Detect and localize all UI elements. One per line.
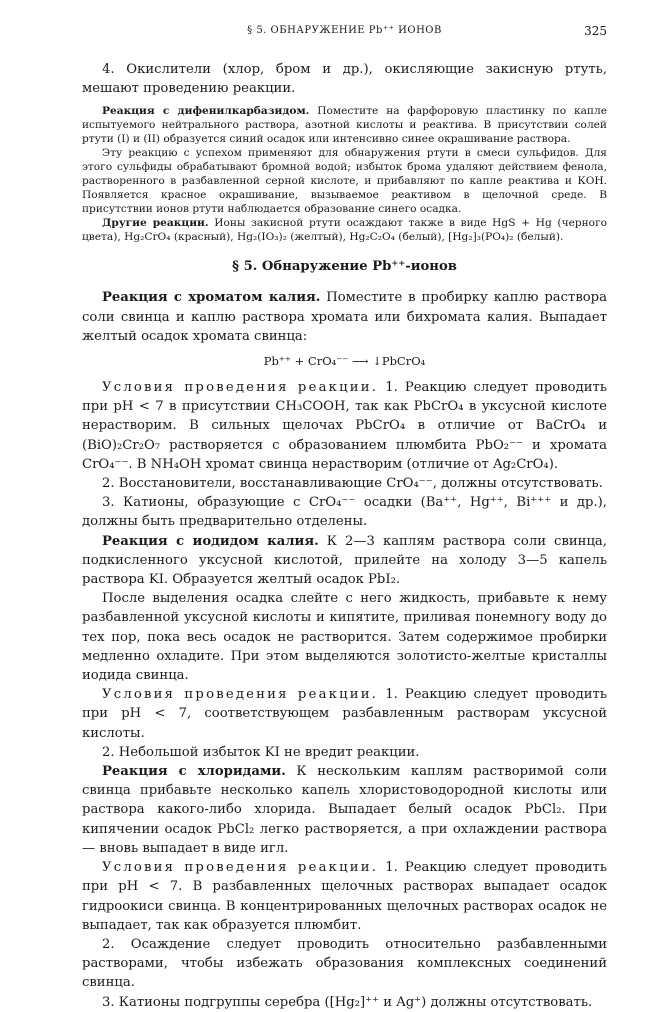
paragraph-iodide-reaction: Реакция с иодидом калия. К 2—3 каплям раствора соли свинца, подкисленного уксусной кислотой, прилейте на холоду 3—5 капель раствора KI. Образуется желтый осадок PbI₂. xyxy=(82,533,607,588)
reaction-title-chromate: Реакция с хроматом калия. xyxy=(102,290,321,306)
paragraph-chromate-conditions-1: Условия проведения реакции. 1. Реакцию следует проводить при pH < 7 в присутствии CH₃COOH, так как PbCrO₄ в уксусной кислоте нерастворим. В сильных щелочах PbCrO₄ в отличие от BaCrO₄ и (BiO)₂Cr₂O₇ растворяется с образованием плюмбита PbO₂⁻⁻ и хромата CrO₄⁻⁻. В NH₄OH хромат свинца нерастворим (отличие от Ag₂CrO₄). xyxy=(82,380,608,472)
chemical-equation: Pb⁺⁺ + CrO₄⁻⁻ ⟶ ↓PbCrO₄ xyxy=(263,354,426,369)
paragraph-oxidizers: 4. Окислители (хлор, бром и др.), окисляющие закисную ртуть, мешают проведению реакции. xyxy=(82,62,607,97)
paragraph-diphenylcarbazide: Реакция с дифенилкарбазидом. Поместите на фарфоровую пластинку по капле испытуемого нейтрального раствора, азотной кислоты и реактива. В присутствии солей ртути (I) и (II) образуется синий осадок или интенсивно синее окрашивание раствора. xyxy=(82,105,607,146)
page-body xyxy=(82,60,607,1012)
paragraph-iodide-procedure: После выделения осадка слейте с него жидкость, прибавьте к нему разбавленной уксусной кислоты и кипятите, приливая понемногу воду до тех пор, пока весь осадок не растворится. Затем содержимое пробирки медленно охладите. При этом выделяются золотисто-желтые кристаллы иодида свинца. xyxy=(82,591,607,684)
paragraph-sulfides: Эту реакцию с успехом применяют для обнаружения ртути в смеси сульфидов. Для этого сульфиды обрабатывают бромной водой; избыток брома удаляют действием фенола, растворенного в разбавленной серной кислоте, и прибавляют по капле реактива и КОН. Появляется красное окрашивание, вызываемое реактивом в щелочной среде. В присутствии ионов ртути наблюдается образование синего осадка. xyxy=(82,147,607,216)
running-header xyxy=(82,25,607,41)
conditions-heading: Условия проведения реакции. xyxy=(102,687,379,703)
reaction-title-iodide: Реакция с иодидом калия. xyxy=(102,533,319,549)
paragraph-chloride-reaction: Реакция с хлоридами. К нескольким каплям растворимой соли свинца прибавьте несколько капель хлористоводородной кислоты или раствора какого-либо хлорида. Выпадает белый осадок PbCl₂. При кипячении осадок PbCl₂ легко растворяется, а при охлаждении раствора — вновь выпадает в виде игл. xyxy=(82,764,607,856)
reaction-title-other: Другие реакции. xyxy=(102,217,209,230)
running-title: § 5. ОБНАРУЖЕНИЕ Pb⁺⁺ ИОНОВ xyxy=(247,25,442,36)
paragraph-iodide-conditions-2: 2. Небольшой избыток KI не вредит реакции. xyxy=(102,744,420,760)
paragraph-chloride-conditions-3: 3. Катионы подгруппы серебра ([Hg₂]⁺⁺ и Ag⁺) должны отсутствовать. xyxy=(102,994,593,1010)
conditions-heading: Условия проведения реакции. xyxy=(102,380,379,396)
paragraph-chromate-reaction: Реакция с хроматом калия. Поместите в пробирку каплю раствора соли свинца и каплю раствора хромата или бихромата калия. Выпадает желтый осадок хромата свинца: xyxy=(82,290,607,344)
reaction-title-diphenylcarbazide: Реакция с дифенилкарбазидом. xyxy=(102,105,310,118)
reaction-title-chloride: Реакция с хлоридами. xyxy=(102,764,286,780)
section-heading: § 5. Обнаружение Pb⁺⁺-ионов xyxy=(232,259,457,275)
paragraph-chloride-conditions-2: 2. Осаждение следует проводить относительно разбавленными растворами, чтобы избежать образования комплексных соединений свинца. xyxy=(82,936,607,991)
paragraph-iodide-conditions-1: Условия проведения реакции. 1. Реакцию следует проводить при pH < 7, соответствующем разбавленным растворам уксусной кислоты. xyxy=(82,687,608,741)
paragraph-chloride-conditions-1: Условия проведения реакции. 1. Реакцию следует проводить при pH < 7. В разбавленных щелочных растворах выпадает осадок гидроокиси свинца. В концентрированных щелочных растворах осадок не выпадает, так как образуется плюмбит. xyxy=(82,860,608,933)
paragraph-chromate-conditions-3: 3. Катионы, образующие с CrO₄⁻⁻ осадки (Ba⁺⁺, Hg⁺⁺, Bi⁺⁺⁺ и др.), должны быть предварительно отделены. xyxy=(82,495,607,530)
conditions-heading: Условия проведения реакции. xyxy=(102,860,379,876)
paragraph-chromate-conditions-2: 2. Восстановители, восстанавливающие CrO₄⁻⁻, должны отсутствовать. xyxy=(102,476,603,492)
small-print-block xyxy=(82,104,607,244)
page-number: 325 xyxy=(584,24,607,38)
paragraph-other-reactions: Другие реакции. Ионы закисной ртути осаждают также в виде HgS + Hg (черного цвета), Hg₂CrO₄ (красный), Hg₂(IO₃)₂ (желтый), Hg₂C₂O₄ (белый), [Hg₂]₃(PO₄)₂ (белый). xyxy=(82,217,607,244)
